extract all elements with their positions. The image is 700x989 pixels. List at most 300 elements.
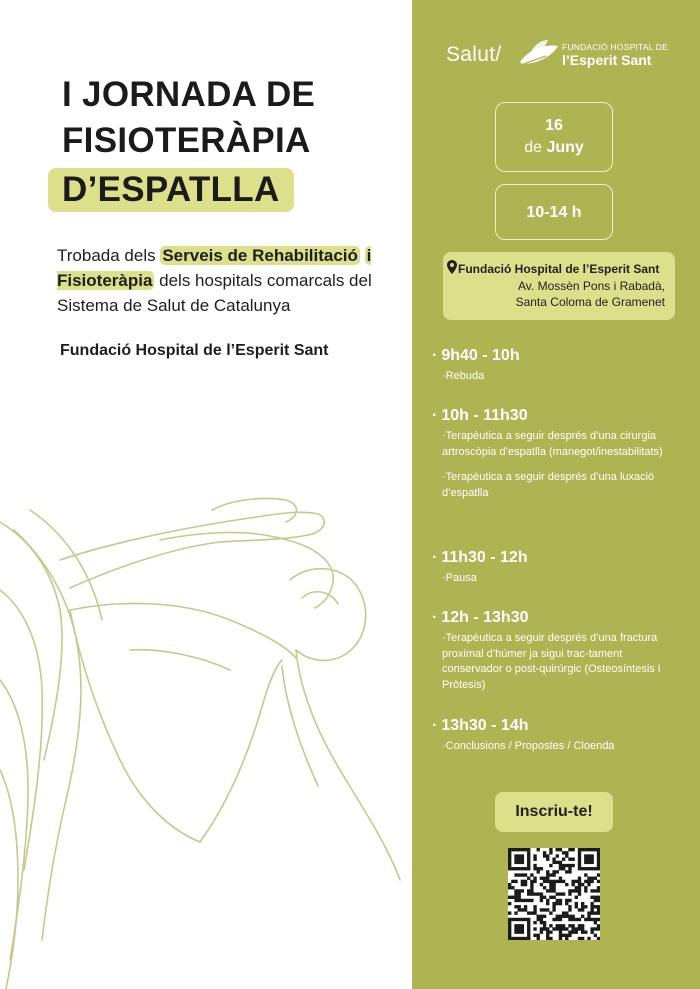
qr-module xyxy=(518,858,521,861)
qr-module xyxy=(568,848,571,851)
qr-module xyxy=(597,886,600,889)
qr-module xyxy=(587,915,590,918)
location-address: Av. Mossèn Pons i Rabadà, Santa Coloma de Gramenet xyxy=(515,279,665,309)
qr-module xyxy=(540,918,543,921)
qr-module xyxy=(597,858,600,861)
qr-module xyxy=(594,918,597,921)
qr-module xyxy=(527,934,530,937)
qr-module xyxy=(514,889,517,892)
qr-module xyxy=(518,892,521,895)
slot-item: ·Conclusions / Propostes / Cloenda xyxy=(442,740,615,752)
qr-module xyxy=(584,854,587,857)
shoulder-illustration xyxy=(0,470,412,989)
qr-module xyxy=(578,927,581,930)
qr-module xyxy=(587,848,590,851)
qr-module xyxy=(508,911,511,914)
qr-module xyxy=(578,937,581,940)
qr-module xyxy=(578,924,581,927)
qr-module xyxy=(568,892,571,895)
qr-module xyxy=(540,867,543,870)
qr-module xyxy=(524,899,527,902)
qr-module xyxy=(568,870,571,873)
qr-module xyxy=(518,861,521,864)
qr-module xyxy=(594,911,597,914)
qr-module xyxy=(508,924,511,927)
qr-module xyxy=(562,934,565,937)
qr-module xyxy=(571,918,574,921)
qr-module xyxy=(533,934,536,937)
qr-module xyxy=(527,848,530,851)
qr-module xyxy=(568,905,571,908)
qr-module xyxy=(549,937,552,940)
qr-module xyxy=(562,911,565,914)
qr-module xyxy=(549,930,552,933)
qr-module xyxy=(514,905,517,908)
qr-module xyxy=(518,848,521,851)
qr-module xyxy=(562,864,565,867)
qr-module xyxy=(552,858,555,861)
qr-module xyxy=(518,899,521,902)
qr-module xyxy=(578,854,581,857)
qr-module xyxy=(594,848,597,851)
qr-module xyxy=(578,864,581,867)
qr-module xyxy=(530,889,533,892)
qr-module xyxy=(581,927,584,930)
qr-module xyxy=(575,902,578,905)
qr-module xyxy=(511,848,514,851)
qr-module xyxy=(546,870,549,873)
qr-module xyxy=(530,886,533,889)
qr-module xyxy=(590,848,593,851)
qr-module xyxy=(575,927,578,930)
qr-module xyxy=(521,937,524,940)
qr-module xyxy=(568,908,571,911)
qr-module xyxy=(524,873,527,876)
qr-module xyxy=(562,927,565,930)
qr-module xyxy=(578,892,581,895)
slot-time: 13h30 - 14h xyxy=(441,717,529,734)
qr-module xyxy=(590,927,593,930)
qr-module xyxy=(552,870,555,873)
qr-module xyxy=(518,924,521,927)
qr-module xyxy=(562,851,565,854)
qr-module xyxy=(597,905,600,908)
qr-module xyxy=(521,927,524,930)
qr-module xyxy=(524,937,527,940)
qr-module xyxy=(543,927,546,930)
qr-module xyxy=(575,918,578,921)
title-line-3: D’ESPATLLA xyxy=(48,168,294,212)
qr-module xyxy=(549,880,552,883)
qr-module xyxy=(571,880,574,883)
qr-module xyxy=(543,877,546,880)
qr-module xyxy=(527,927,530,930)
event-subtitle: Trobada dels Serveis de Rehabilitació i Fisioteràpia dels hospitals comarcals del Sistema de Salut de Catalunya xyxy=(57,246,372,315)
qr-module xyxy=(565,915,568,918)
qr-module xyxy=(556,854,559,857)
qr-module xyxy=(533,858,536,861)
qr-module xyxy=(549,889,552,892)
schedule-slot: · 10h - 11h30 ·Terapèutica a seguir després d’una cirurgia artroscòpia d’espatlla (manegot/inestabilitats) ·Terapèutica a seguir després d’una luxació d’espatlla xyxy=(432,406,672,511)
qr-module xyxy=(581,905,584,908)
qr-module xyxy=(549,883,552,886)
qr-module xyxy=(594,889,597,892)
logo xyxy=(446,38,676,74)
qr-module xyxy=(537,915,540,918)
qr-module xyxy=(565,899,568,902)
qr-module xyxy=(552,896,555,899)
qr-module xyxy=(537,870,540,873)
qr-module xyxy=(590,905,593,908)
qr-module xyxy=(559,930,562,933)
qr-module xyxy=(571,858,574,861)
qr-module xyxy=(533,908,536,911)
qr-module xyxy=(527,858,530,861)
qr-module xyxy=(527,867,530,870)
qr-module xyxy=(571,883,574,886)
qr-module xyxy=(584,873,587,876)
qr-module xyxy=(587,918,590,921)
qr-module xyxy=(549,911,552,914)
qr-module xyxy=(587,867,590,870)
qr-module xyxy=(537,848,540,851)
qr-module xyxy=(533,854,536,857)
qr-module xyxy=(530,899,533,902)
qr-module xyxy=(537,937,540,940)
qr-module xyxy=(565,902,568,905)
slot-item: ·Pausa xyxy=(442,572,477,584)
qr-module xyxy=(521,883,524,886)
qr-module xyxy=(508,848,511,851)
qr-module xyxy=(571,924,574,927)
qr-module xyxy=(590,858,593,861)
qr-module xyxy=(590,908,593,911)
qr-module xyxy=(571,889,574,892)
qr-module xyxy=(533,880,536,883)
qr-module xyxy=(524,905,527,908)
qr-module xyxy=(521,854,524,857)
qr-module xyxy=(518,889,521,892)
qr-module xyxy=(533,921,536,924)
qr-module xyxy=(590,877,593,880)
qr-module xyxy=(578,858,581,861)
qr-module xyxy=(540,899,543,902)
qr-module xyxy=(552,905,555,908)
qr-module xyxy=(518,905,521,908)
qr-module xyxy=(540,930,543,933)
qr-module xyxy=(578,889,581,892)
qr-module xyxy=(565,911,568,914)
slot-time: 11h30 - 12h xyxy=(441,549,528,566)
qr-module xyxy=(546,902,549,905)
qr-module xyxy=(571,930,574,933)
qr-module xyxy=(543,886,546,889)
qr-module xyxy=(543,924,546,927)
qr-module xyxy=(518,930,521,933)
qr-module xyxy=(508,886,511,889)
qr-module xyxy=(546,889,549,892)
qr-module xyxy=(530,892,533,895)
slot-time: 10h - 11h30 xyxy=(441,407,528,424)
qr-module xyxy=(594,899,597,902)
qr-module xyxy=(562,892,565,895)
qr-module xyxy=(581,867,584,870)
qr-module xyxy=(521,858,524,861)
qr-module xyxy=(571,927,574,930)
qr-module xyxy=(521,899,524,902)
qr-module xyxy=(559,877,562,880)
qr-module xyxy=(549,896,552,899)
qr-module xyxy=(552,889,555,892)
qr-module xyxy=(518,918,521,921)
qr-module xyxy=(508,883,511,886)
qr-module xyxy=(527,937,530,940)
qr-module xyxy=(524,880,527,883)
qr-module xyxy=(597,867,600,870)
qr-module xyxy=(578,848,581,851)
qr-module xyxy=(584,867,587,870)
qr-module xyxy=(571,915,574,918)
slot-item: ·Terapèutica a seguir després d’una cirurgia artroscòpia d’espatlla (manegot/inestabilitats) xyxy=(442,430,663,458)
qr-module xyxy=(578,867,581,870)
qr-module xyxy=(527,911,530,914)
logo-fundacio: FUNDACIÓ HOSPITAL DE xyxy=(562,42,669,52)
qr-module xyxy=(527,889,530,892)
qr-module xyxy=(552,873,555,876)
qr-module xyxy=(521,908,524,911)
qr-module xyxy=(559,864,562,867)
qr-module xyxy=(546,880,549,883)
qr-module xyxy=(597,889,600,892)
qr-module xyxy=(597,848,600,851)
qr-module xyxy=(556,861,559,864)
qr-module xyxy=(562,867,565,870)
qr-module xyxy=(549,924,552,927)
qr-module xyxy=(514,927,517,930)
qr-module xyxy=(527,921,530,924)
qr-module xyxy=(594,896,597,899)
qr-module xyxy=(590,911,593,914)
qr-code[interactable] xyxy=(508,848,600,940)
schedule-slot: · 9h40 - 10h ·Rebuda xyxy=(432,346,672,395)
qr-module xyxy=(581,848,584,851)
qr-module xyxy=(540,896,543,899)
qr-module xyxy=(575,886,578,889)
qr-module xyxy=(524,867,527,870)
qr-module xyxy=(565,864,568,867)
qr-module xyxy=(527,924,530,927)
qr-module xyxy=(552,918,555,921)
title-line-1: I JORNADA DE xyxy=(62,75,316,114)
qr-module xyxy=(546,873,549,876)
qr-module xyxy=(590,867,593,870)
qr-module xyxy=(562,924,565,927)
qr-module xyxy=(508,867,511,870)
qr-module xyxy=(533,911,536,914)
qr-module xyxy=(597,880,600,883)
date-pre: de xyxy=(524,139,547,156)
qr-module xyxy=(521,924,524,927)
qr-module xyxy=(533,892,536,895)
qr-module xyxy=(514,861,517,864)
qr-module xyxy=(527,864,530,867)
qr-module xyxy=(587,877,590,880)
logo-name: l’Esperit Sant xyxy=(562,52,652,68)
qr-module xyxy=(571,848,574,851)
qr-module xyxy=(559,861,562,864)
qr-module xyxy=(549,886,552,889)
qr-module xyxy=(597,851,600,854)
qr-module xyxy=(568,924,571,927)
qr-module xyxy=(537,892,540,895)
qr-module xyxy=(508,861,511,864)
qr-module xyxy=(552,880,555,883)
qr-module xyxy=(578,880,581,883)
qr-module xyxy=(556,899,559,902)
location-name: Fundació Hospital de l’Esperit Sant xyxy=(458,262,660,276)
qr-module xyxy=(559,892,562,895)
qr-module xyxy=(584,930,587,933)
qr-module xyxy=(559,848,562,851)
salut-logo-text: Salut/ xyxy=(446,43,502,66)
qr-module xyxy=(508,902,511,905)
qr-module xyxy=(530,873,533,876)
qr-module xyxy=(581,902,584,905)
qr-module xyxy=(559,915,562,918)
qr-module xyxy=(533,877,536,880)
qr-module xyxy=(565,883,568,886)
qr-module xyxy=(546,877,549,880)
register-button[interactable]: Inscriu-te! xyxy=(495,792,613,832)
qr-module xyxy=(584,889,587,892)
qr-module xyxy=(521,873,524,876)
qr-module xyxy=(508,896,511,899)
qr-module xyxy=(587,861,590,864)
subtitle-highlight-2: i Fisioteràpia xyxy=(57,246,372,290)
qr-module xyxy=(559,924,562,927)
qr-module xyxy=(578,918,581,921)
qr-module xyxy=(578,851,581,854)
qr-module xyxy=(556,915,559,918)
slot-item: ·Terapèutica a seguir després d’una luxació d’espatlla xyxy=(442,471,655,499)
qr-module xyxy=(597,896,600,899)
qr-module xyxy=(514,858,517,861)
qr-module xyxy=(594,877,597,880)
qr-module xyxy=(552,908,555,911)
qr-module xyxy=(533,867,536,870)
qr-module xyxy=(597,927,600,930)
qr-module xyxy=(562,858,565,861)
qr-module xyxy=(552,927,555,930)
qr-module xyxy=(568,867,571,870)
qr-module xyxy=(597,861,600,864)
qr-module xyxy=(552,883,555,886)
qr-module xyxy=(556,902,559,905)
qr-module xyxy=(527,854,530,857)
qr-module xyxy=(518,896,521,899)
qr-module xyxy=(578,886,581,889)
qr-module xyxy=(581,930,584,933)
qr-module xyxy=(543,908,546,911)
qr-module xyxy=(546,930,549,933)
qr-module xyxy=(594,921,597,924)
qr-module xyxy=(543,854,546,857)
qr-module xyxy=(549,848,552,851)
qr-module xyxy=(568,889,571,892)
qr-module xyxy=(597,899,600,902)
qr-module xyxy=(590,896,593,899)
qr-module xyxy=(543,915,546,918)
qr-module xyxy=(521,880,524,883)
qr-module xyxy=(521,867,524,870)
qr-module xyxy=(524,908,527,911)
qr-module xyxy=(587,937,590,940)
qr-module xyxy=(540,927,543,930)
qr-module xyxy=(562,915,565,918)
qr-module xyxy=(565,854,568,857)
qr-module xyxy=(533,905,536,908)
qr-module xyxy=(556,924,559,927)
qr-module xyxy=(511,937,514,940)
qr-module xyxy=(597,937,600,940)
qr-module xyxy=(597,911,600,914)
qr-module xyxy=(559,927,562,930)
subtitle-highlight-1: Serveis de Rehabilitació xyxy=(162,246,358,265)
qr-module xyxy=(578,877,581,880)
qr-module xyxy=(559,937,562,940)
qr-module xyxy=(559,902,562,905)
qr-module xyxy=(514,892,517,895)
qr-module xyxy=(552,861,555,864)
qr-module xyxy=(543,896,546,899)
qr-module xyxy=(514,924,517,927)
qr-module xyxy=(575,896,578,899)
qr-module xyxy=(508,930,511,933)
qr-module xyxy=(521,918,524,921)
qr-module xyxy=(514,937,517,940)
qr-module xyxy=(518,927,521,930)
qr-module xyxy=(514,873,517,876)
qr-module xyxy=(508,921,511,924)
qr-module xyxy=(530,883,533,886)
qr-module xyxy=(556,918,559,921)
qr-module xyxy=(540,892,543,895)
slot-time: 12h - 13h30 xyxy=(441,609,529,626)
qr-module xyxy=(562,880,565,883)
qr-module xyxy=(590,918,593,921)
qr-module xyxy=(587,880,590,883)
qr-module xyxy=(578,908,581,911)
qr-module xyxy=(594,867,597,870)
qr-module xyxy=(546,937,549,940)
qr-module xyxy=(527,892,530,895)
qr-module xyxy=(559,899,562,902)
slot-item: ·Rebuda xyxy=(442,370,485,382)
qr-module xyxy=(527,930,530,933)
qr-module xyxy=(565,870,568,873)
title-line-2: FISIOTERÀPIA xyxy=(62,121,311,160)
date-box xyxy=(495,102,613,172)
qr-module xyxy=(571,864,574,867)
qr-module xyxy=(565,934,568,937)
qr-module xyxy=(594,934,597,937)
qr-module xyxy=(594,927,597,930)
qr-module xyxy=(590,880,593,883)
qr-module xyxy=(575,880,578,883)
qr-module xyxy=(543,880,546,883)
leaf-icon xyxy=(516,38,560,70)
qr-module xyxy=(518,937,521,940)
